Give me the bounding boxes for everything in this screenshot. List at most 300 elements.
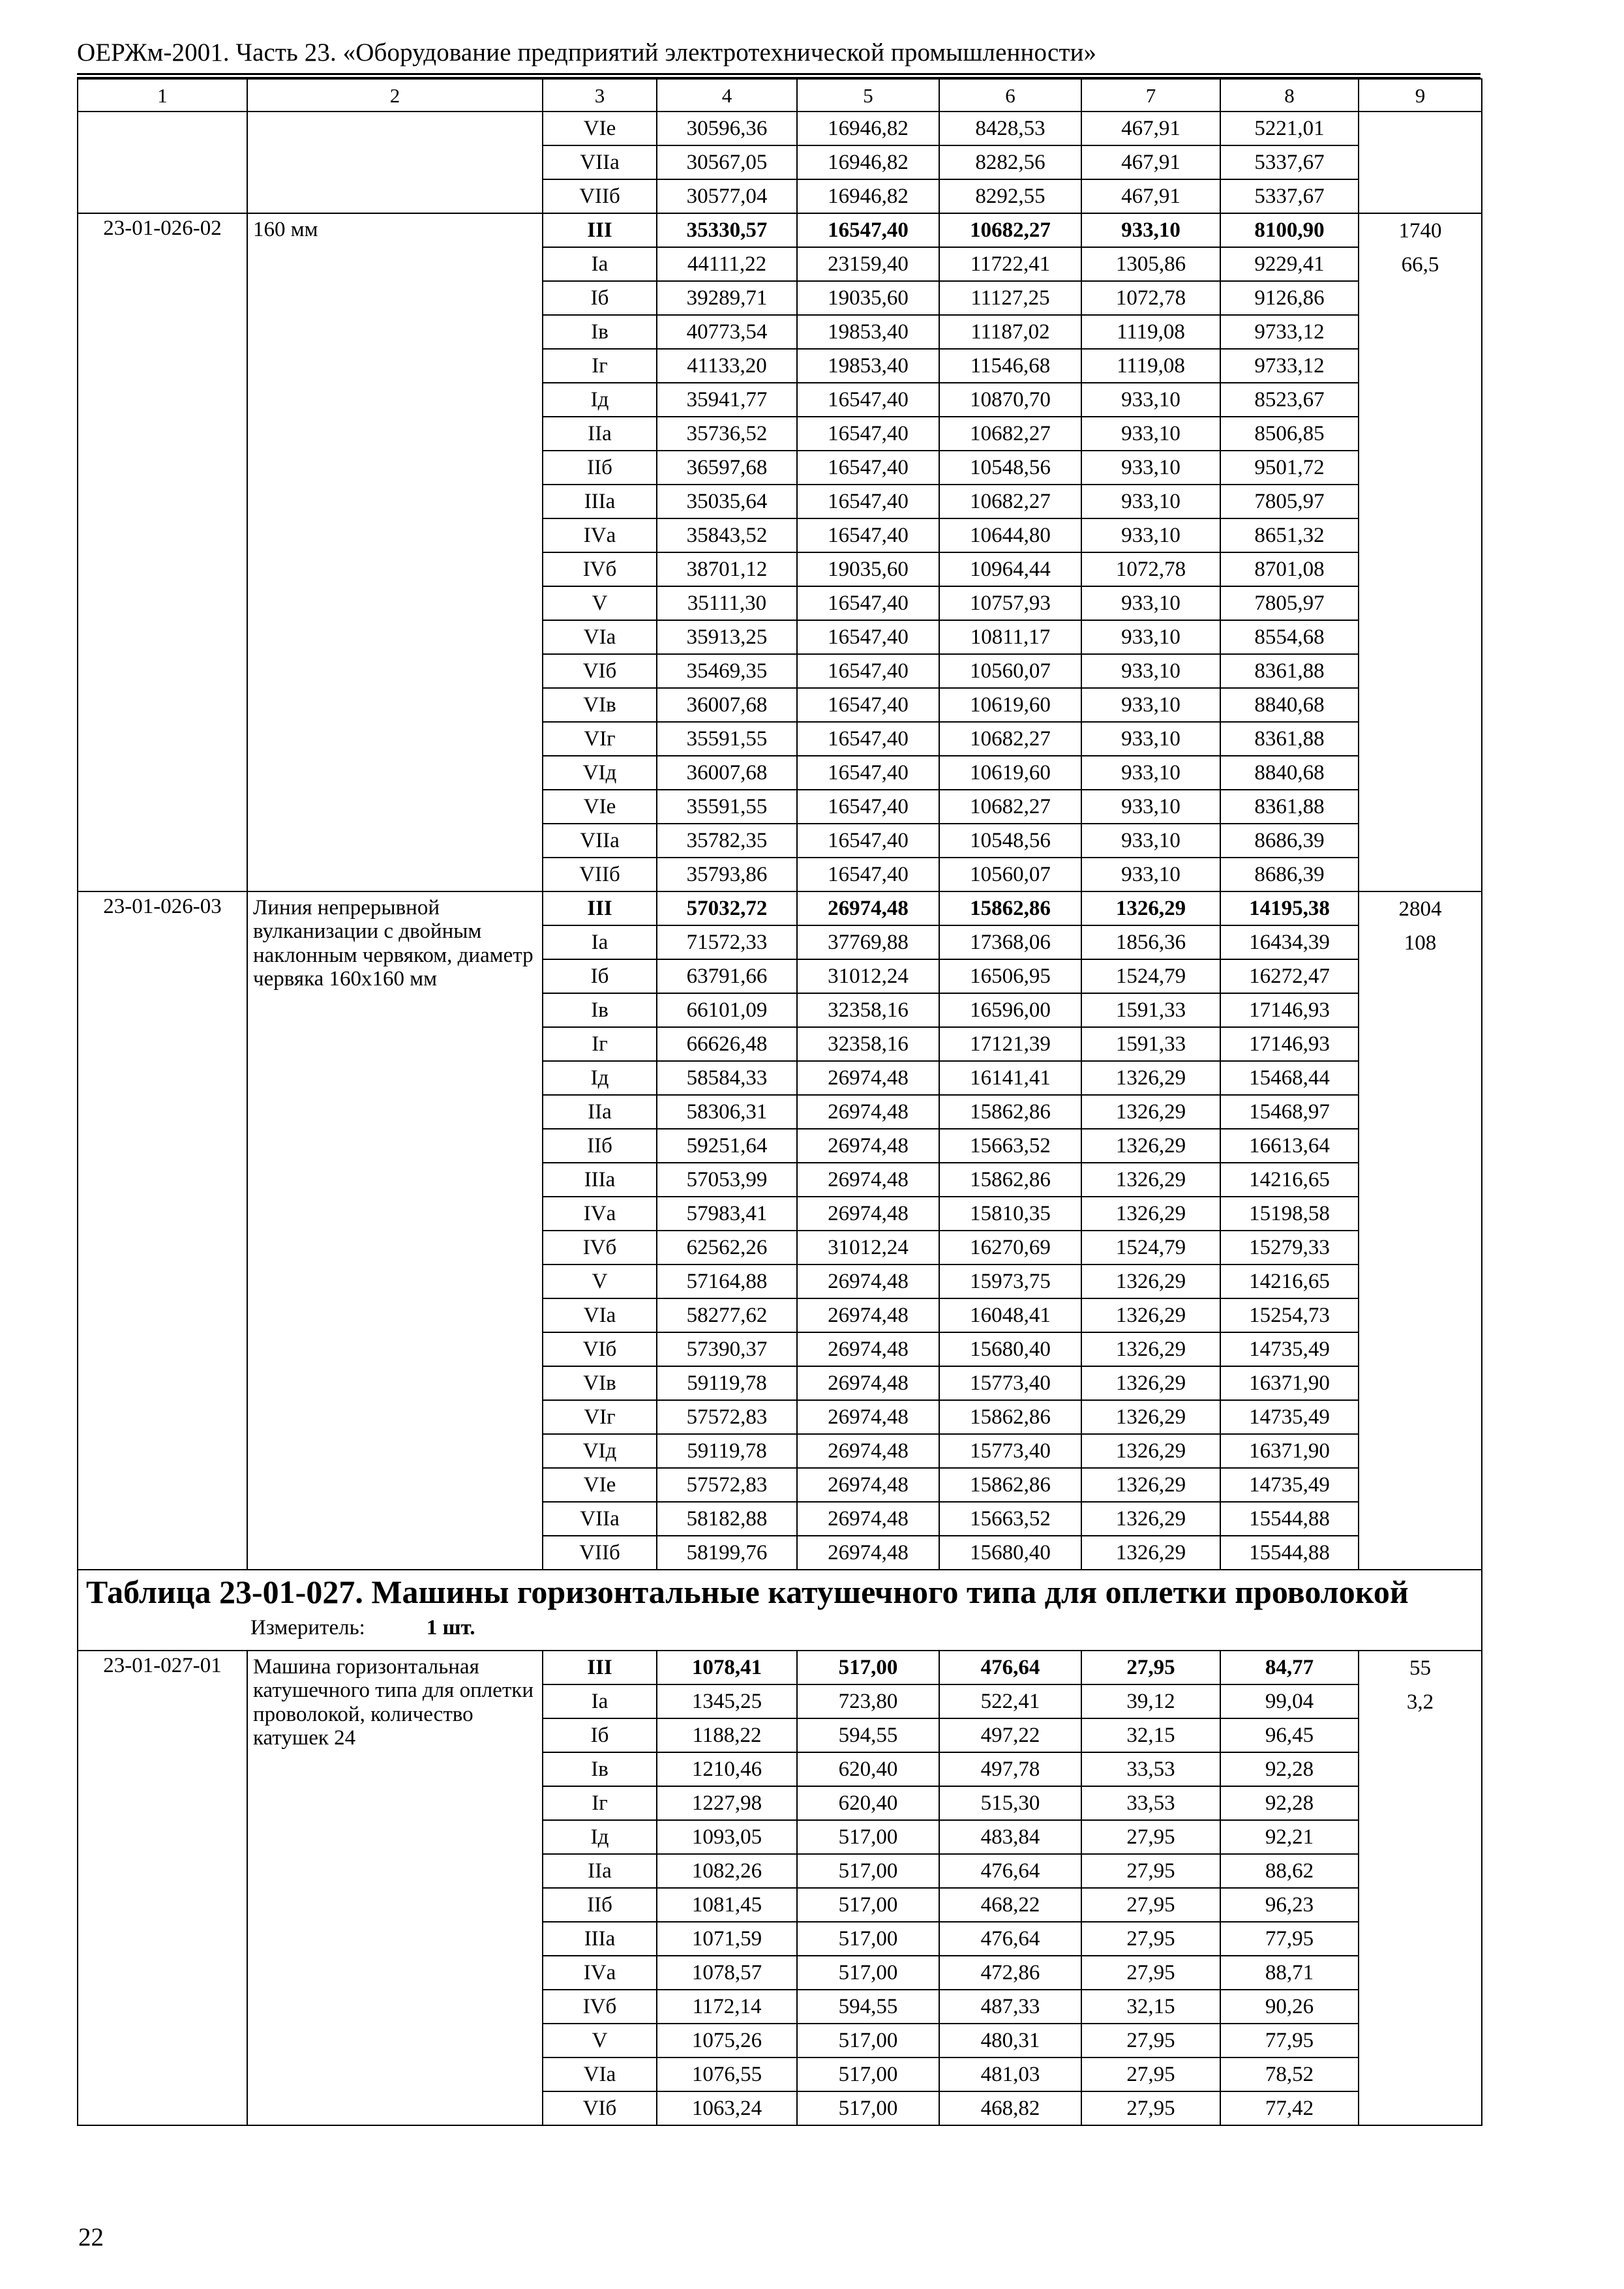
labor-cost-cell: 517,00 <box>797 1956 939 1990</box>
driver-wage-cell: 33,53 <box>1081 1786 1220 1820</box>
rates-table-body <box>78 79 1482 2125</box>
materials-cost-cell: 14735,49 <box>1220 1468 1359 1502</box>
driver-wage-cell: 1326,29 <box>1081 1095 1220 1129</box>
column-number: 4 <box>657 79 797 112</box>
labor-cost-cell: 32358,16 <box>797 1027 939 1061</box>
labor-cost-cell: 26974,48 <box>797 1197 939 1231</box>
labor-cost-cell: 16547,40 <box>797 790 939 824</box>
machine-cost-cell: 483,84 <box>939 1820 1081 1854</box>
machine-cost-cell: 11722,41 <box>939 247 1081 281</box>
labor-cost-cell: 16547,40 <box>797 586 939 620</box>
zone-cell: Iб <box>543 281 657 315</box>
machine-cost-cell: 476,64 <box>939 1922 1081 1956</box>
machine-cost-cell: 15810,35 <box>939 1197 1081 1231</box>
total-cost-cell: 66626,48 <box>657 1027 797 1061</box>
machine-cost-cell: 472,86 <box>939 1956 1081 1990</box>
materials-cost-cell: 8840,68 <box>1220 688 1359 722</box>
materials-cost-cell: 92,28 <box>1220 1786 1359 1820</box>
zone-cell: IIб <box>543 451 657 485</box>
column-number: 9 <box>1359 79 1482 112</box>
labor-cost-cell: 16946,82 <box>797 179 939 213</box>
materials-cost-cell: 15279,33 <box>1220 1231 1359 1264</box>
total-cost-cell: 58584,33 <box>657 1061 797 1095</box>
zone-cell: IVб <box>543 1990 657 2024</box>
machine-cost-cell: 10964,44 <box>939 552 1081 586</box>
machine-cost-cell: 10619,60 <box>939 756 1081 790</box>
materials-cost-cell: 8840,68 <box>1220 756 1359 790</box>
machine-cost-cell: 17121,39 <box>939 1027 1081 1061</box>
zone-cell: Iг <box>543 1786 657 1820</box>
total-cost-cell: 57983,41 <box>657 1197 797 1231</box>
total-cost-cell: 71572,33 <box>657 925 797 959</box>
labor-cost-cell: 16547,40 <box>797 722 939 756</box>
driver-wage-cell: 933,10 <box>1081 858 1220 891</box>
column-number: 8 <box>1220 79 1359 112</box>
zone-cell: VIв <box>543 1366 657 1400</box>
labor-cost-cell: 620,40 <box>797 1752 939 1786</box>
total-cost-cell: 35591,55 <box>657 790 797 824</box>
rate-name: Машина горизонтальная катушечного типа для оплетки проволокой, количество катушек 24 <box>247 1651 543 2125</box>
materials-cost-cell: 16272,47 <box>1220 959 1359 993</box>
materials-cost-cell: 14735,49 <box>1220 1332 1359 1366</box>
machine-cost-cell: 16270,69 <box>939 1231 1081 1264</box>
materials-cost-cell: 8100,90 <box>1220 213 1359 247</box>
machine-cost-cell: 10644,80 <box>939 518 1081 552</box>
machine-cost-cell: 16141,41 <box>939 1061 1081 1095</box>
labor-cost-cell: 26974,48 <box>797 1264 939 1298</box>
table-title: Таблица 23-01-027. Машины горизонтальные катушечного типа для оплетки проволокой <box>86 1574 1409 1610</box>
driver-wage-cell: 933,10 <box>1081 790 1220 824</box>
zone-cell: IIа <box>543 417 657 451</box>
total-cost-cell: 36007,68 <box>657 688 797 722</box>
driver-wage-cell: 1326,29 <box>1081 1129 1220 1163</box>
labor-cost-cell: 16547,40 <box>797 654 939 688</box>
materials-cost-cell: 9501,72 <box>1220 451 1359 485</box>
driver-wage-cell: 933,10 <box>1081 824 1220 858</box>
materials-cost-cell: 96,45 <box>1220 1718 1359 1752</box>
driver-wage-cell: 467,91 <box>1081 145 1220 179</box>
zone-cell: IVа <box>543 1197 657 1231</box>
labor-cost-cell: 19035,60 <box>797 552 939 586</box>
machine-cost-cell: 15680,40 <box>939 1536 1081 1570</box>
zone-cell: VIд <box>543 1434 657 1468</box>
machine-cost-cell: 10811,17 <box>939 620 1081 654</box>
zone-cell: VIе <box>543 1468 657 1502</box>
total-cost-cell: 35736,52 <box>657 417 797 451</box>
zone-cell: VIб <box>543 2091 657 2125</box>
labor-cost-cell: 26974,48 <box>797 1095 939 1129</box>
zone-cell: VIд <box>543 756 657 790</box>
driver-wage-cell: 933,10 <box>1081 756 1220 790</box>
driver-wage-cell: 933,10 <box>1081 654 1220 688</box>
materials-cost-cell: 8651,32 <box>1220 518 1359 552</box>
driver-wage-cell: 27,95 <box>1081 2091 1220 2125</box>
total-cost-cell: 35330,57 <box>657 213 797 247</box>
driver-wage-cell: 1326,29 <box>1081 1332 1220 1366</box>
table-title-row <box>78 1570 1482 1651</box>
labor-cost-cell: 19035,60 <box>797 281 939 315</box>
total-cost-cell: 35782,35 <box>657 824 797 858</box>
materials-cost-cell: 92,21 <box>1220 1820 1359 1854</box>
page-number: 22 <box>78 2223 104 2251</box>
labor-cost-cell: 16547,40 <box>797 383 939 417</box>
machine-cost-cell: 10560,07 <box>939 654 1081 688</box>
total-cost-cell: 63791,66 <box>657 959 797 993</box>
driver-wage-cell: 1326,29 <box>1081 1061 1220 1095</box>
total-cost-cell: 1076,55 <box>657 2057 797 2091</box>
total-cost-cell: 62562,26 <box>657 1231 797 1264</box>
driver-wage-cell: 32,15 <box>1081 1990 1220 2024</box>
rate-code: 23-01-026-03 <box>78 891 247 1570</box>
machine-cost-cell: 16048,41 <box>939 1298 1081 1332</box>
unit-values-cell <box>1359 891 1482 1570</box>
labor-cost-cell: 517,00 <box>797 1854 939 1888</box>
materials-cost-cell: 16434,39 <box>1220 925 1359 959</box>
machine-cost-cell: 16596,00 <box>939 993 1081 1027</box>
unit-values-cell <box>1359 1651 1482 2125</box>
machine-cost-cell: 497,22 <box>939 1718 1081 1752</box>
materials-cost-cell: 15468,97 <box>1220 1095 1359 1129</box>
zone-cell: IIIа <box>543 1922 657 1956</box>
labor-cost-cell: 26974,48 <box>797 1061 939 1095</box>
materials-cost-cell: 8686,39 <box>1220 858 1359 891</box>
machine-cost-cell: 15663,52 <box>939 1129 1081 1163</box>
zone-cell: IIIа <box>543 485 657 518</box>
materials-cost-cell: 16371,90 <box>1220 1366 1359 1400</box>
machine-cost-cell: 468,82 <box>939 2091 1081 2125</box>
total-cost-cell: 30577,04 <box>657 179 797 213</box>
machine-cost-cell: 476,64 <box>939 1854 1081 1888</box>
driver-wage-cell: 933,10 <box>1081 620 1220 654</box>
zone-cell: Iд <box>543 1061 657 1095</box>
machine-cost-cell: 10870,70 <box>939 383 1081 417</box>
labor-cost-cell: 26974,48 <box>797 1366 939 1400</box>
labor-cost-cell: 16547,40 <box>797 485 939 518</box>
labor-cost-cell: 594,55 <box>797 1990 939 2024</box>
materials-cost-cell: 88,71 <box>1220 1956 1359 1990</box>
total-cost-cell: 44111,22 <box>657 247 797 281</box>
driver-wage-cell: 933,10 <box>1081 213 1220 247</box>
total-cost-cell: 35793,86 <box>657 858 797 891</box>
zone-cell: V <box>543 1264 657 1298</box>
zone-cell: IIIа <box>543 1163 657 1197</box>
zone-cell: VIIб <box>543 179 657 213</box>
machine-cost-cell: 487,33 <box>939 1990 1081 2024</box>
labor-cost-cell: 620,40 <box>797 1786 939 1820</box>
total-cost-cell: 58182,88 <box>657 1502 797 1536</box>
driver-wage-cell: 1072,78 <box>1081 552 1220 586</box>
rate-code: 23-01-026-02 <box>78 213 247 891</box>
driver-wage-cell: 467,91 <box>1081 179 1220 213</box>
rate-code <box>78 112 247 213</box>
rate-name <box>247 112 543 213</box>
total-cost-cell: 30567,05 <box>657 145 797 179</box>
machine-cost-cell: 11546,68 <box>939 349 1081 383</box>
driver-wage-cell: 1305,86 <box>1081 247 1220 281</box>
labor-cost-cell: 26974,48 <box>797 1536 939 1570</box>
zone-cell: VIIб <box>543 1536 657 1570</box>
materials-cost-cell: 92,28 <box>1220 1752 1359 1786</box>
total-cost-cell: 57164,88 <box>657 1264 797 1298</box>
materials-cost-cell: 8523,67 <box>1220 383 1359 417</box>
materials-cost-cell: 77,95 <box>1220 2024 1359 2057</box>
labor-cost-cell: 16946,82 <box>797 112 939 145</box>
labor-cost-cell: 16547,40 <box>797 620 939 654</box>
machine-cost-cell: 15973,75 <box>939 1264 1081 1298</box>
total-cost-cell: 59251,64 <box>657 1129 797 1163</box>
materials-cost-cell: 88,62 <box>1220 1854 1359 1888</box>
machine-cost-cell: 15680,40 <box>939 1332 1081 1366</box>
driver-wage-cell: 1856,36 <box>1081 925 1220 959</box>
labor-cost-cell: 723,80 <box>797 1684 939 1718</box>
driver-wage-cell: 933,10 <box>1081 383 1220 417</box>
zone-cell: VIг <box>543 722 657 756</box>
column-number: 3 <box>543 79 657 112</box>
driver-wage-cell: 1072,78 <box>1081 281 1220 315</box>
zone-cell: VIIа <box>543 145 657 179</box>
materials-cost-cell: 9733,12 <box>1220 349 1359 383</box>
zone-cell: VIIб <box>543 858 657 891</box>
labor-cost-cell: 16547,40 <box>797 858 939 891</box>
machine-cost-cell: 476,64 <box>939 1651 1081 1684</box>
page-header-title: ОЕРЖм-2001. Часть 23. «Оборудование предприятий электротехнической промышленности» <box>77 38 1097 67</box>
machine-cost-cell: 10682,27 <box>939 790 1081 824</box>
total-cost-cell: 40773,54 <box>657 315 797 349</box>
zone-cell: VIа <box>543 2057 657 2091</box>
zone-cell: IIа <box>543 1854 657 1888</box>
zone-cell: VIIа <box>543 824 657 858</box>
machine-cost-cell: 515,30 <box>939 1786 1081 1820</box>
driver-wage-cell: 32,15 <box>1081 1718 1220 1752</box>
total-cost-cell: 1075,26 <box>657 2024 797 2057</box>
machine-cost-cell: 11127,25 <box>939 281 1081 315</box>
total-cost-cell: 1345,25 <box>657 1684 797 1718</box>
unit-value: 66,5 <box>1401 253 1439 277</box>
driver-wage-cell: 27,95 <box>1081 2057 1220 2091</box>
zone-cell: VIа <box>543 1298 657 1332</box>
materials-cost-cell: 8361,88 <box>1220 722 1359 756</box>
measure-line <box>78 1608 1481 1639</box>
total-cost-cell: 35941,77 <box>657 383 797 417</box>
zone-cell: IIб <box>543 1129 657 1163</box>
zone-cell: VIв <box>543 688 657 722</box>
total-cost-cell: 35035,64 <box>657 485 797 518</box>
zone-cell: IVб <box>543 552 657 586</box>
rates-table <box>77 78 1482 2126</box>
total-cost-cell: 57390,37 <box>657 1332 797 1366</box>
total-cost-cell: 36007,68 <box>657 756 797 790</box>
zone-cell: Iг <box>543 349 657 383</box>
labor-cost-cell: 26974,48 <box>797 1502 939 1536</box>
materials-cost-cell: 15544,88 <box>1220 1536 1359 1570</box>
labor-cost-cell: 23159,40 <box>797 247 939 281</box>
labor-cost-cell: 16547,40 <box>797 451 939 485</box>
labor-cost-cell: 594,55 <box>797 1718 939 1752</box>
labor-cost-cell: 517,00 <box>797 2057 939 2091</box>
driver-wage-cell: 1326,29 <box>1081 1468 1220 1502</box>
total-cost-cell: 1172,14 <box>657 1990 797 2024</box>
machine-cost-cell: 15663,52 <box>939 1502 1081 1536</box>
total-cost-cell: 1227,98 <box>657 1786 797 1820</box>
machine-cost-cell: 11187,02 <box>939 315 1081 349</box>
zone-cell: Iа <box>543 247 657 281</box>
zone-cell: Iд <box>543 383 657 417</box>
machine-cost-cell: 15862,86 <box>939 1400 1081 1434</box>
zone-cell: Iа <box>543 1684 657 1718</box>
machine-cost-cell: 10560,07 <box>939 858 1081 891</box>
driver-wage-cell: 1119,08 <box>1081 349 1220 383</box>
total-cost-cell: 1188,22 <box>657 1718 797 1752</box>
unit-value: 1740 <box>1398 219 1442 243</box>
driver-wage-cell: 33,53 <box>1081 1752 1220 1786</box>
machine-cost-cell: 8292,55 <box>939 179 1081 213</box>
unit-values-cell <box>1359 112 1482 213</box>
machine-cost-cell: 15862,86 <box>939 1163 1081 1197</box>
driver-wage-cell: 467,91 <box>1081 112 1220 145</box>
machine-cost-cell: 497,78 <box>939 1752 1081 1786</box>
total-cost-cell: 59119,78 <box>657 1366 797 1400</box>
materials-cost-cell: 84,77 <box>1220 1651 1359 1684</box>
driver-wage-cell: 1326,29 <box>1081 1502 1220 1536</box>
measure-label: Измеритель: <box>250 1616 365 1639</box>
labor-cost-cell: 31012,24 <box>797 959 939 993</box>
materials-cost-cell: 5337,67 <box>1220 145 1359 179</box>
driver-wage-cell: 1326,29 <box>1081 1366 1220 1400</box>
labor-cost-cell: 517,00 <box>797 1820 939 1854</box>
machine-cost-cell: 8282,56 <box>939 145 1081 179</box>
materials-cost-cell: 15468,44 <box>1220 1061 1359 1095</box>
total-cost-cell: 1071,59 <box>657 1922 797 1956</box>
machine-cost-cell: 15862,86 <box>939 1468 1081 1502</box>
materials-cost-cell: 16371,90 <box>1220 1434 1359 1468</box>
materials-cost-cell: 15254,73 <box>1220 1298 1359 1332</box>
machine-cost-cell: 10548,56 <box>939 451 1081 485</box>
table-title-cell <box>78 1570 1482 1651</box>
total-cost-cell: 59119,78 <box>657 1434 797 1468</box>
labor-cost-cell: 32358,16 <box>797 993 939 1027</box>
column-number: 1 <box>78 79 247 112</box>
materials-cost-cell: 78,52 <box>1220 2057 1359 2091</box>
zone-cell: VIе <box>543 790 657 824</box>
unit-value: 3,2 <box>1406 1690 1434 1714</box>
machine-cost-cell: 522,41 <box>939 1684 1081 1718</box>
zone-cell: IVа <box>543 518 657 552</box>
materials-cost-cell: 8701,08 <box>1220 552 1359 586</box>
driver-wage-cell: 933,10 <box>1081 722 1220 756</box>
materials-cost-cell: 8506,85 <box>1220 417 1359 451</box>
machine-cost-cell: 480,31 <box>939 2024 1081 2057</box>
column-number: 6 <box>939 79 1081 112</box>
header-rule <box>77 73 1481 75</box>
labor-cost-cell: 517,00 <box>797 2091 939 2125</box>
labor-cost-cell: 16547,40 <box>797 688 939 722</box>
labor-cost-cell: 37769,88 <box>797 925 939 959</box>
materials-cost-cell: 99,04 <box>1220 1684 1359 1718</box>
zone-cell: Iб <box>543 1718 657 1752</box>
zone-cell: Iб <box>543 959 657 993</box>
total-cost-cell: 35913,25 <box>657 620 797 654</box>
zone-cell: VIб <box>543 1332 657 1366</box>
machine-cost-cell: 10548,56 <box>939 824 1081 858</box>
rate-code: 23-01-027-01 <box>78 1651 247 2125</box>
total-cost-cell: 57572,83 <box>657 1468 797 1502</box>
zone-cell: VIг <box>543 1400 657 1434</box>
labor-cost-cell: 26974,48 <box>797 1434 939 1468</box>
labor-cost-cell: 26974,48 <box>797 1163 939 1197</box>
labor-cost-cell: 26974,48 <box>797 891 939 925</box>
total-cost-cell: 57032,72 <box>657 891 797 925</box>
column-number-row <box>78 79 1482 112</box>
labor-cost-cell: 19853,40 <box>797 349 939 383</box>
driver-wage-cell: 27,95 <box>1081 1888 1220 1922</box>
machine-cost-cell: 15862,86 <box>939 1095 1081 1129</box>
machine-cost-cell: 15773,40 <box>939 1434 1081 1468</box>
column-number: 7 <box>1081 79 1220 112</box>
unit-value: 2804 <box>1398 897 1442 921</box>
driver-wage-cell: 933,10 <box>1081 518 1220 552</box>
driver-wage-cell: 1326,29 <box>1081 1298 1220 1332</box>
driver-wage-cell: 27,95 <box>1081 1820 1220 1854</box>
zone-cell: III <box>543 891 657 925</box>
zone-cell: IIа <box>543 1095 657 1129</box>
total-cost-cell: 35111,30 <box>657 586 797 620</box>
zone-cell: VIа <box>543 620 657 654</box>
materials-cost-cell: 14216,65 <box>1220 1163 1359 1197</box>
rate-name: 160 мм <box>247 213 543 891</box>
zone-cell: Iв <box>543 1752 657 1786</box>
driver-wage-cell: 933,10 <box>1081 417 1220 451</box>
materials-cost-cell: 17146,93 <box>1220 993 1359 1027</box>
labor-cost-cell: 19853,40 <box>797 315 939 349</box>
materials-cost-cell: 77,95 <box>1220 1922 1359 1956</box>
machine-cost-cell: 8428,53 <box>939 112 1081 145</box>
machine-cost-cell: 10682,27 <box>939 213 1081 247</box>
labor-cost-cell: 517,00 <box>797 1651 939 1684</box>
labor-cost-cell: 26974,48 <box>797 1129 939 1163</box>
unit-value: 108 <box>1404 931 1437 955</box>
machine-cost-cell: 10757,93 <box>939 586 1081 620</box>
machine-cost-cell: 10682,27 <box>939 485 1081 518</box>
labor-cost-cell: 16547,40 <box>797 824 939 858</box>
driver-wage-cell: 1326,29 <box>1081 1264 1220 1298</box>
materials-cost-cell: 8686,39 <box>1220 824 1359 858</box>
zone-cell: V <box>543 2024 657 2057</box>
total-cost-cell: 57053,99 <box>657 1163 797 1197</box>
materials-cost-cell: 14735,49 <box>1220 1400 1359 1434</box>
materials-cost-cell: 9126,86 <box>1220 281 1359 315</box>
driver-wage-cell: 933,10 <box>1081 485 1220 518</box>
machine-cost-cell: 15773,40 <box>939 1366 1081 1400</box>
driver-wage-cell: 1326,29 <box>1081 891 1220 925</box>
driver-wage-cell: 1591,33 <box>1081 1027 1220 1061</box>
table-row <box>78 112 1482 145</box>
labor-cost-cell: 16946,82 <box>797 145 939 179</box>
labor-cost-cell: 26974,48 <box>797 1400 939 1434</box>
labor-cost-cell: 16547,40 <box>797 518 939 552</box>
total-cost-cell: 1081,45 <box>657 1888 797 1922</box>
materials-cost-cell: 96,23 <box>1220 1888 1359 1922</box>
driver-wage-cell: 27,95 <box>1081 2024 1220 2057</box>
labor-cost-cell: 16547,40 <box>797 756 939 790</box>
column-number: 2 <box>247 79 543 112</box>
driver-wage-cell: 27,95 <box>1081 1854 1220 1888</box>
measure-value: 1 шт. <box>426 1616 475 1639</box>
zone-cell: Iа <box>543 925 657 959</box>
driver-wage-cell: 1591,33 <box>1081 993 1220 1027</box>
materials-cost-cell: 7805,97 <box>1220 586 1359 620</box>
driver-wage-cell: 1326,29 <box>1081 1536 1220 1570</box>
labor-cost-cell: 517,00 <box>797 2024 939 2057</box>
